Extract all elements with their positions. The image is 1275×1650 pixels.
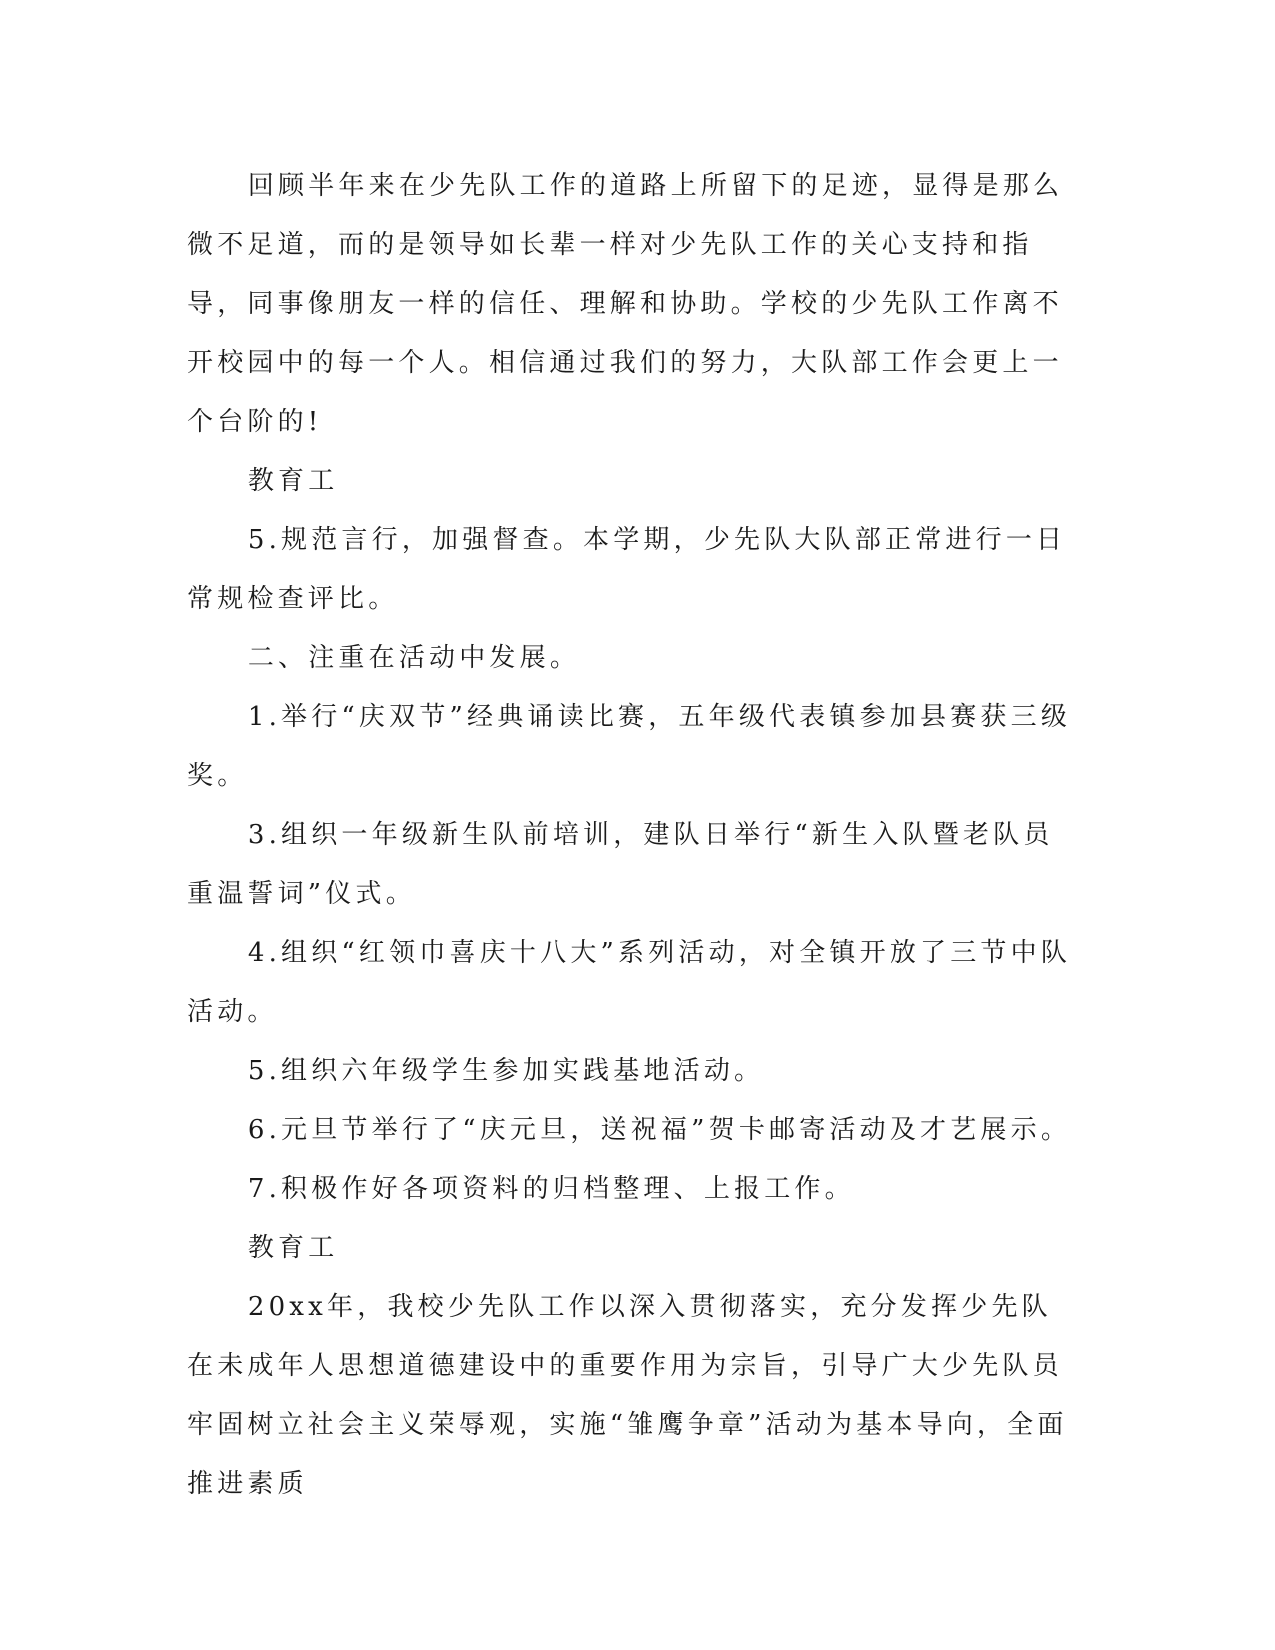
paragraph-item-5-conduct: 5.规范言行，加强督查。本学期，少先队大队部正常进行一日常规检查评比。 [187, 525, 1067, 614]
paragraph-item-4-red-scarf: 4.组织“红领巾喜庆十八大”系列活动，对全镇开放了三节中队活动。 [187, 938, 1072, 1027]
section-heading-activities: 二、注重在活动中发展。 [247, 643, 581, 673]
paragraph-item-5-practice: 5.组织六年级学生参加实践基地活动。 [247, 1056, 765, 1086]
document-body [187, 157, 1077, 1514]
paragraph-review: 回顾半年来在少先队工作的道路上所留下的足迹，显得是那么微不足道，而的是领导如长辈一样对少先队工作的关心支持和指导，同事像朋友一样的信任、理解和协助。学校的少先队工作离不开校园中的每一个人。相信通过我们的努力，大队部工作会更上一个台阶的! [187, 171, 1064, 437]
paragraph-item-6-new-year: 6.元旦节举行了“庆元旦，送祝福”贺卡邮寄活动及才艺展示。 [247, 1115, 1072, 1145]
paragraph-annual-summary: 20xx年，我校少先队工作以深入贯彻落实，充分发挥少先队在未成年人思想道德建设中的重要作用为宗旨，引导广大少先队员牢固树立社会主义荣辱观，实施“雏鹰争章”活动为基本导向，全面推进素质 [187, 1292, 1068, 1499]
paragraph-item-3-training: 3.组织一年级新生队前培训，建队日举行“新生入队暨老队员重温誓词”仪式。 [187, 820, 1054, 909]
paragraph-item-7-archive: 7.积极作好各项资料的归档整理、上报工作。 [247, 1174, 855, 1204]
paragraph-item-1-recitation: 1.举行“庆双节”经典诵读比赛，五年级代表镇参加县赛获三级奖。 [187, 702, 1072, 791]
section-heading: 教育工 [247, 1233, 339, 1263]
section-heading: 教育工 [247, 466, 339, 496]
